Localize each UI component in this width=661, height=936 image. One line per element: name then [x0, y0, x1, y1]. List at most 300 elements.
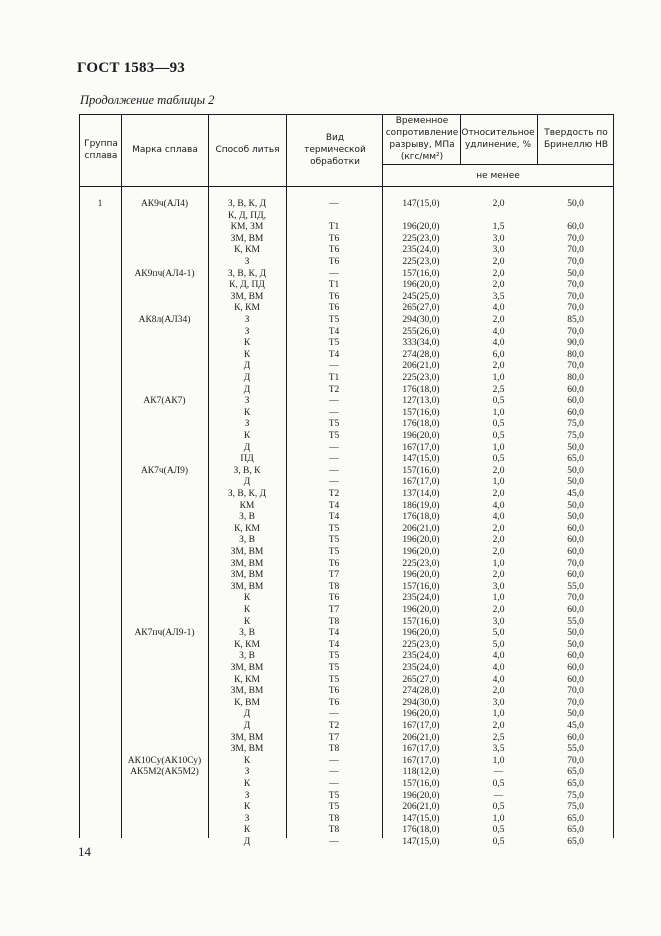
casting-cell: З, В: [239, 628, 255, 639]
table-row: [79, 570, 614, 582]
heat-treatment-cell: Т5: [328, 802, 340, 813]
heat-treatment-cell: Т8: [328, 581, 340, 592]
elongation-cell: 3,5: [492, 744, 505, 755]
table-row: [79, 512, 614, 524]
header-strength: Временное сопротивление разрыву, МПа (кгс/мм²): [385, 116, 459, 162]
heat-treatment-cell: Т8: [328, 744, 340, 755]
hardness-cell: 60,0: [567, 523, 584, 534]
table-row: [79, 814, 614, 826]
casting-cell: Д: [243, 477, 251, 488]
header-hardness: Твердость по Бринеллю HB: [543, 128, 609, 150]
heat-treatment-cell: Т5: [328, 663, 340, 673]
casting-cell: К, Д, ПД: [229, 280, 265, 291]
heat-treatment-cell: —: [329, 396, 339, 407]
strength-cell: 333(34,0): [402, 338, 440, 349]
strength-cell: 176(18,0): [402, 825, 440, 836]
elongation-cell: 2,0: [492, 361, 505, 372]
table-row: [79, 640, 614, 652]
elongation-cell: 1,0: [492, 755, 505, 766]
casting-cell: З, В: [239, 512, 255, 523]
strength-cell: 225(23,0): [402, 639, 440, 650]
hardness-cell: 50,0: [567, 512, 584, 523]
strength-cell: 196(20,0): [402, 280, 440, 291]
strength-cell: 235(24,0): [402, 663, 440, 673]
group-cell: 1: [97, 199, 103, 209]
elongation-cell: 0,5: [492, 837, 505, 847]
strength-cell: 196(20,0): [402, 547, 440, 557]
casting-cell: З: [244, 419, 250, 430]
casting-cell: К: [243, 349, 251, 360]
header-elongation: Относительное удлинение, %: [461, 128, 535, 150]
table-row: [79, 559, 614, 571]
heat-treatment-cell: Т5: [328, 547, 340, 557]
strength-cell: 167(17,0): [402, 755, 440, 766]
heat-treatment-cell: Т1: [328, 222, 340, 233]
heat-treatment-cell: Т7: [328, 570, 340, 581]
strength-cell: 147(15,0): [402, 454, 440, 465]
table-row: [79, 524, 614, 536]
heat-treatment-cell: Т6: [328, 686, 340, 697]
hardness-cell: 50,0: [567, 709, 584, 720]
casting-cell: К: [243, 407, 251, 418]
heat-treatment-cell: Т6: [328, 558, 340, 569]
hardness-cell: 70,0: [567, 280, 584, 291]
grade-cell: АК7пч(АЛ9-1): [134, 628, 195, 639]
elongation-cell: 2,0: [492, 465, 505, 476]
strength-cell: 196(20,0): [402, 570, 440, 581]
heat-treatment-cell: Т5: [328, 315, 340, 325]
alloy-properties-table: [79, 114, 614, 847]
heat-treatment-cell: —: [329, 454, 339, 465]
table-row: [79, 477, 614, 489]
hardness-cell: 55,0: [567, 581, 584, 592]
hardness-cell: 50,0: [567, 500, 584, 511]
hardness-cell: 60,0: [567, 663, 584, 673]
hardness-cell: 60,0: [567, 384, 584, 395]
hardness-cell: 65,0: [567, 779, 584, 789]
heat-treatment-cell: —: [329, 442, 339, 453]
table-row: [79, 373, 614, 385]
casting-cell: К, Д, ПД,: [227, 210, 267, 221]
strength-cell: 225(23,0): [402, 257, 440, 267]
casting-cell: З: [244, 790, 250, 801]
elongation-cell: 1,0: [492, 813, 505, 824]
elongation-cell: 1,0: [492, 373, 505, 383]
elongation-cell: —: [493, 767, 504, 778]
elongation-cell: 4,0: [492, 512, 505, 523]
hardness-cell: 60,0: [567, 570, 584, 581]
heat-treatment-cell: Т6: [328, 257, 340, 267]
column-divider: [537, 114, 538, 164]
table-row: [79, 721, 614, 733]
hardness-cell: 50,0: [567, 442, 584, 453]
elongation-cell: 2,0: [492, 547, 505, 557]
heat-treatment-cell: —: [329, 767, 339, 778]
table-row: [79, 315, 614, 327]
strength-cell: 176(18,0): [402, 512, 440, 523]
elongation-cell: 2,0: [492, 280, 505, 291]
table-row: [79, 361, 614, 373]
elongation-cell: 0,5: [492, 454, 505, 465]
strength-cell: 274(28,0): [402, 686, 440, 697]
elongation-cell: 3,0: [492, 233, 505, 244]
casting-cell: К: [243, 338, 251, 349]
hardness-cell: 50,0: [567, 465, 584, 476]
hardness-cell: 50,0: [567, 628, 584, 639]
table-row: [79, 245, 614, 257]
casting-cell: К: [243, 779, 251, 789]
elongation-cell: 3,0: [492, 245, 505, 256]
heat-treatment-cell: Т1: [328, 373, 340, 383]
elongation-cell: 4,0: [492, 338, 505, 349]
casting-cell: З, В: [239, 535, 255, 546]
hardness-cell: 60,0: [567, 605, 584, 615]
header-not-less: не менее: [476, 170, 520, 181]
elongation-cell: 4,0: [492, 326, 505, 337]
table-row: [79, 350, 614, 362]
heat-treatment-cell: Т2: [328, 721, 340, 731]
elongation-cell: 5,0: [492, 628, 505, 639]
grade-cell: АК7ч(АЛ9): [140, 465, 189, 476]
elongation-cell: 2,0: [492, 315, 505, 325]
table-row: [79, 211, 614, 223]
grade-cell: АК9ч(АЛ4): [140, 199, 189, 209]
elongation-cell: —: [493, 790, 504, 801]
table-row: [79, 419, 614, 431]
table-row: [79, 280, 614, 292]
hardness-cell: 60,0: [567, 674, 584, 685]
elongation-cell: 4,0: [492, 651, 505, 662]
grade-cell: АК10Су(АК10Су): [127, 755, 202, 766]
elongation-cell: 0,5: [492, 431, 505, 441]
hardness-cell: 50,0: [567, 639, 584, 650]
strength-cell: 274(28,0): [402, 349, 440, 360]
strength-cell: 157(16,0): [402, 407, 440, 418]
casting-cell: К: [243, 605, 251, 615]
elongation-cell: 2,0: [492, 489, 505, 499]
strength-cell: 157(16,0): [402, 779, 440, 789]
heat-treatment-cell: Т5: [328, 431, 340, 441]
strength-cell: 206(21,0): [402, 732, 440, 743]
elongation-cell: 5,0: [492, 639, 505, 650]
strength-cell: 265(27,0): [402, 674, 440, 685]
elongation-cell: 0,5: [492, 825, 505, 836]
hardness-cell: 60,0: [567, 651, 584, 662]
hardness-cell: 70,0: [567, 326, 584, 337]
elongation-cell: 3,0: [492, 581, 505, 592]
strength-cell: 176(18,0): [402, 419, 440, 430]
hardness-cell: 45,0: [567, 489, 584, 499]
heat-treatment-cell: Т6: [328, 291, 340, 302]
hardness-cell: 60,0: [567, 732, 584, 743]
table-row: [79, 802, 614, 814]
table-row: [79, 292, 614, 304]
table-row: [79, 338, 614, 350]
elongation-cell: 2,0: [492, 523, 505, 534]
strength-cell: 167(17,0): [402, 477, 440, 488]
elongation-cell: 1,0: [492, 477, 505, 488]
header-casting: Способ литья: [215, 145, 280, 155]
table-row: [79, 675, 614, 687]
strength-cell: 186(19,0): [402, 500, 440, 511]
strength-cell: 196(20,0): [402, 790, 440, 801]
table-row: [79, 767, 614, 779]
grade-cell: АК8л(АЛ34): [138, 315, 191, 325]
casting-cell: К, КМ: [234, 303, 260, 314]
hardness-cell: 70,0: [567, 245, 584, 256]
elongation-cell: 1,0: [492, 442, 505, 453]
casting-cell: К, КМ: [234, 245, 260, 256]
grade-cell: АК9пч(АЛ4-1): [134, 268, 195, 279]
strength-cell: 196(20,0): [402, 709, 440, 720]
table-row: [79, 686, 614, 698]
hardness-cell: 70,0: [567, 233, 584, 244]
elongation-cell: 1,5: [492, 222, 505, 233]
casting-cell: З, В, К: [233, 465, 261, 476]
heat-treatment-cell: Т2: [328, 489, 340, 499]
casting-cell: ЗМ, ВМ: [230, 570, 264, 581]
strength-cell: 196(20,0): [402, 605, 440, 615]
heat-treatment-cell: Т5: [328, 419, 340, 430]
casting-cell: З: [244, 396, 250, 407]
table-row: [79, 234, 614, 246]
table-row: [79, 489, 614, 501]
table-row: [79, 408, 614, 420]
casting-cell: ЗМ, ВМ: [230, 558, 264, 569]
strength-cell: 157(16,0): [402, 581, 440, 592]
heat-treatment-cell: —: [329, 407, 339, 418]
strength-cell: 294(30,0): [402, 697, 440, 708]
heat-treatment-cell: Т5: [328, 338, 340, 349]
elongation-cell: 4,0: [492, 500, 505, 511]
heat-treatment-cell: Т6: [328, 233, 340, 244]
heat-treatment-cell: Т4: [328, 628, 340, 639]
elongation-cell: 4,0: [492, 663, 505, 673]
hardness-cell: 70,0: [567, 558, 584, 569]
table-row: [79, 466, 614, 478]
casting-cell: З: [244, 767, 250, 778]
table-row: [79, 698, 614, 710]
casting-cell: ЗМ, ВМ: [230, 291, 264, 302]
casting-cell: К: [243, 825, 251, 836]
elongation-cell: 2,0: [492, 257, 505, 267]
strength-cell: 225(23,0): [402, 558, 440, 569]
heat-treatment-cell: Т5: [328, 651, 340, 662]
elongation-cell: 4,0: [492, 303, 505, 314]
hardness-cell: 45,0: [567, 721, 584, 731]
heat-treatment-cell: Т5: [328, 535, 340, 546]
hardness-cell: 65,0: [567, 837, 584, 847]
strength-cell: 235(24,0): [402, 593, 440, 604]
elongation-cell: 1,0: [492, 558, 505, 569]
table-row: [79, 257, 614, 269]
heat-treatment-cell: Т6: [328, 303, 340, 314]
casting-cell: ЗМ, ВМ: [230, 732, 264, 743]
table-row: [79, 651, 614, 663]
hardness-cell: 70,0: [567, 291, 584, 302]
casting-cell: Д: [243, 442, 251, 453]
casting-cell: З, В, К, Д: [227, 268, 267, 279]
elongation-cell: 1,0: [492, 593, 505, 604]
document-title: ГОСТ 1583—93: [77, 60, 186, 76]
header-bottom-rule: [79, 186, 614, 187]
strength-cell: 147(15,0): [402, 813, 440, 824]
elongation-cell: 0,5: [492, 779, 505, 789]
casting-cell: К, ВМ: [234, 697, 260, 708]
table-row: [79, 779, 614, 791]
table-row: [79, 535, 614, 547]
casting-cell: Д: [243, 837, 251, 847]
strength-cell: 196(20,0): [402, 628, 440, 639]
strength-cell: 147(15,0): [402, 837, 440, 847]
casting-cell: К: [243, 616, 251, 627]
hardness-cell: 50,0: [567, 477, 584, 488]
hardness-cell: 65,0: [567, 825, 584, 836]
casting-cell: З: [244, 813, 250, 824]
elongation-cell: 4,0: [492, 674, 505, 685]
casting-cell: Д: [243, 384, 251, 395]
casting-cell: З: [244, 257, 250, 267]
casting-cell: ЗМ, ВМ: [230, 233, 264, 244]
casting-cell: Д: [243, 709, 251, 720]
table-row: [79, 443, 614, 455]
strength-cell: 167(17,0): [402, 721, 440, 731]
casting-cell: К: [243, 431, 251, 441]
elongation-cell: 2,0: [492, 605, 505, 615]
table-row: [79, 385, 614, 397]
table-row: [79, 303, 614, 315]
strength-cell: 245(25,0): [402, 291, 440, 302]
heat-treatment-cell: —: [329, 477, 339, 488]
table-row: [79, 199, 614, 211]
elongation-cell: 0,5: [492, 419, 505, 430]
strength-cell: 265(27,0): [402, 303, 440, 314]
strength-cell: 225(23,0): [402, 373, 440, 383]
hardness-cell: 65,0: [567, 813, 584, 824]
strength-cell: 206(21,0): [402, 523, 440, 534]
header-heat-treatment: Вид термической обработки: [304, 133, 366, 167]
hardness-cell: 70,0: [567, 755, 584, 766]
strength-cell: 235(24,0): [402, 245, 440, 256]
hardness-cell: 70,0: [567, 361, 584, 372]
table-row: [79, 837, 614, 849]
hardness-cell: 60,0: [567, 547, 584, 557]
strength-cell: 157(16,0): [402, 465, 440, 476]
hardness-cell: 55,0: [567, 744, 584, 755]
hardness-cell: 60,0: [567, 407, 584, 418]
elongation-cell: 1,0: [492, 709, 505, 720]
elongation-cell: 2,0: [492, 686, 505, 697]
elongation-cell: 2,0: [492, 199, 505, 209]
elongation-cell: 2,5: [492, 732, 505, 743]
heat-treatment-cell: —: [329, 755, 339, 766]
heat-treatment-cell: Т6: [328, 697, 340, 708]
casting-cell: К, КМ: [234, 674, 260, 685]
hardness-cell: 60,0: [567, 396, 584, 407]
grade-cell: АК5М2(АК5М2): [130, 767, 199, 778]
heat-treatment-cell: Т4: [328, 512, 340, 523]
elongation-cell: 0,5: [492, 396, 505, 407]
hardness-cell: 75,0: [567, 802, 584, 813]
table-row: [79, 454, 614, 466]
strength-cell: 255(26,0): [402, 326, 440, 337]
heat-treatment-cell: Т6: [328, 245, 340, 256]
hardness-cell: 70,0: [567, 686, 584, 697]
casting-cell: ЗМ, ВМ: [230, 547, 264, 557]
strength-cell: 157(16,0): [402, 268, 440, 279]
heat-treatment-cell: —: [329, 268, 339, 279]
elongation-cell: 2,5: [492, 384, 505, 395]
heat-treatment-cell: —: [329, 779, 339, 789]
strength-cell: 167(17,0): [402, 442, 440, 453]
table-row: [79, 825, 614, 837]
elongation-cell: 2,0: [492, 535, 505, 546]
hardness-cell: 50,0: [567, 199, 584, 209]
casting-cell: КМ: [239, 500, 255, 511]
table-row: [79, 744, 614, 756]
strength-cell: 225(23,0): [402, 233, 440, 244]
hardness-cell: 70,0: [567, 257, 584, 267]
elongation-cell: 2,0: [492, 268, 505, 279]
strength-cell: 294(30,0): [402, 315, 440, 325]
heat-treatment-cell: Т8: [328, 813, 340, 824]
elongation-cell: 3,0: [492, 616, 505, 627]
elongation-cell: 2,0: [492, 570, 505, 581]
heat-treatment-cell: Т1: [328, 280, 340, 291]
strength-cell: 176(18,0): [402, 384, 440, 395]
casting-cell: К, КМ: [234, 639, 260, 650]
table-row: [79, 605, 614, 617]
casting-cell: К: [243, 593, 251, 604]
hardness-cell: 60,0: [567, 222, 584, 233]
table-row: [79, 733, 614, 745]
strength-cell: 127(13,0): [402, 396, 440, 407]
heat-treatment-cell: —: [329, 465, 339, 476]
heat-treatment-cell: Т7: [328, 732, 340, 743]
header-group: Группа сплава: [84, 139, 118, 161]
casting-cell: КМ, ЗМ: [230, 222, 264, 233]
table-row: [79, 663, 614, 675]
grade-cell: АК7(АК7): [143, 396, 186, 407]
casting-cell: З: [244, 326, 250, 337]
strength-cell: 196(20,0): [402, 535, 440, 546]
casting-cell: ЗМ, ВМ: [230, 744, 264, 755]
heat-treatment-cell: Т6: [328, 593, 340, 604]
strength-cell: 157(16,0): [402, 616, 440, 627]
table-row: [79, 582, 614, 594]
hardness-cell: 75,0: [567, 419, 584, 430]
table-row: [79, 709, 614, 721]
hardness-cell: 90,0: [567, 338, 584, 349]
strength-cell: 147(15,0): [402, 199, 440, 209]
casting-cell: ЗМ, ВМ: [230, 581, 264, 592]
casting-cell: Д: [243, 361, 251, 372]
hardness-cell: 65,0: [567, 454, 584, 465]
hardness-cell: 80,0: [567, 373, 584, 383]
hardness-cell: 80,0: [567, 349, 584, 360]
elongation-cell: 0,5: [492, 802, 505, 813]
heat-treatment-cell: Т5: [328, 523, 340, 534]
heat-treatment-cell: Т8: [328, 616, 340, 627]
strength-cell: 235(24,0): [402, 651, 440, 662]
heat-treatment-cell: Т7: [328, 605, 340, 615]
heat-treatment-cell: Т4: [328, 349, 340, 360]
hardness-cell: 70,0: [567, 697, 584, 708]
table-row: [79, 628, 614, 640]
hardness-cell: 65,0: [567, 767, 584, 778]
strength-cell: 196(20,0): [402, 431, 440, 441]
casting-cell: К: [243, 755, 251, 766]
